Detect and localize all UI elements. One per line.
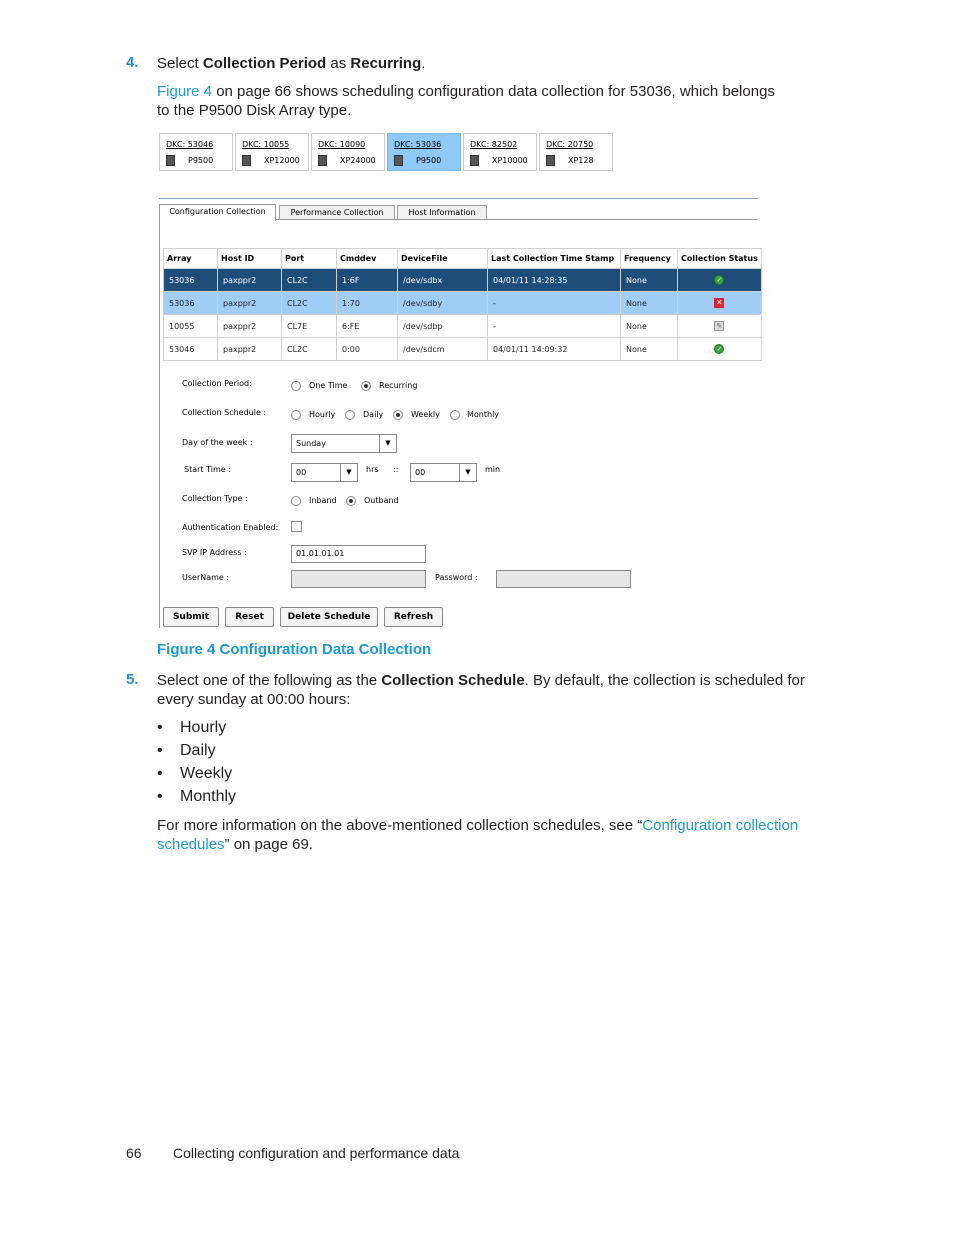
dkc-title: DKC: 53036 (394, 140, 442, 149)
collection-table (163, 248, 762, 361)
daily-radio[interactable] (345, 410, 355, 420)
list-item-label: Hourly (180, 719, 227, 736)
weekly-radio[interactable] (393, 410, 403, 420)
cell: paxppr2 (218, 292, 282, 315)
cell: 04/01/11 14:28:35 (488, 269, 621, 292)
collection-type-label: Collection Type : (182, 494, 248, 503)
cell: None (621, 269, 678, 292)
day-of-week-select[interactable] (291, 434, 397, 453)
text: . By default, the collection is scheduled for (524, 672, 805, 689)
text: as (326, 55, 351, 72)
collection-period-label: Collection Period: (182, 379, 252, 388)
column-header[interactable]: Array (164, 249, 218, 269)
hrs-label: hrs (366, 465, 379, 474)
cell: paxppr2 (218, 315, 282, 338)
dkc-model: XP12000 (264, 156, 300, 165)
hours-value: 00 (296, 468, 307, 477)
chevron-down-icon: ▼ (459, 464, 476, 481)
column-header[interactable]: Last Collection Time Stamp (488, 249, 621, 269)
collection-schedule-label: Collection Schedule : (182, 408, 267, 417)
delete-schedule-button[interactable]: Delete Schedule (280, 607, 378, 627)
text: every sunday at 00:00 hours: (157, 691, 351, 708)
minutes-value: 00 (415, 468, 426, 477)
cell: 53046 (164, 338, 218, 361)
column-header[interactable]: Frequency (621, 249, 678, 269)
dkc-title: DKC: 82502 (470, 140, 518, 149)
cell: 53036 (164, 292, 218, 315)
one-time-radio[interactable] (291, 381, 301, 391)
recurring-label: Recurring (379, 381, 418, 390)
password-label: Password : (435, 573, 478, 582)
day-of-week-label: Day of the week : (182, 438, 253, 447)
status-cell (678, 269, 762, 292)
bold-text: Recurring (350, 55, 422, 72)
cell: None (621, 315, 678, 338)
step4-text (157, 54, 425, 73)
column-header[interactable]: Host ID (218, 249, 282, 269)
hourly-label: Hourly (309, 410, 336, 419)
chevron-down-icon: ▼ (379, 435, 396, 452)
list-item: • Daily (157, 742, 216, 759)
text: ” on page 69. (224, 836, 313, 853)
username-input[interactable] (291, 570, 426, 588)
dkc-card[interactable] (539, 133, 613, 171)
disk-array-icon (242, 155, 251, 166)
dkc-model: P9500 (188, 156, 214, 165)
authentication-checkbox[interactable] (291, 521, 302, 532)
svp-ip-input[interactable]: 01.01.01.01 (291, 545, 426, 563)
dkc-model: XP10000 (492, 156, 528, 165)
status-cell (678, 292, 762, 315)
cell: CL2C (282, 269, 337, 292)
list-item: • Weekly (157, 765, 233, 782)
dkc-card[interactable] (235, 133, 309, 171)
daily-label: Daily (363, 410, 384, 419)
table-row[interactable] (164, 269, 762, 292)
list-item: • Hourly (157, 719, 227, 736)
hours-select[interactable] (291, 463, 358, 482)
cell: 1:6F (337, 269, 398, 292)
cell: /dev/sdby (398, 292, 488, 315)
ok-icon: ✓ (714, 344, 724, 354)
text: on page 66 shows scheduling configuration data collection for 53036, which belongs (212, 83, 775, 100)
column-header[interactable]: DeviceFile (398, 249, 488, 269)
schedule-list (157, 716, 236, 808)
inband-radio[interactable] (291, 496, 301, 506)
text: to the P9500 Disk Array type. (157, 102, 352, 119)
outband-radio[interactable] (346, 496, 356, 506)
text: . (421, 55, 426, 72)
dkc-card-selected[interactable] (387, 133, 461, 171)
text: Select one of the following as the (157, 672, 382, 689)
username-label: UserName : (182, 573, 230, 582)
dkc-model: XP24000 (340, 156, 376, 165)
tab-performance-collection[interactable]: Performance Collection (279, 205, 395, 220)
step5-text (157, 671, 817, 709)
bold-text: Collection Period (202, 55, 327, 72)
cell: paxppr2 (218, 338, 282, 361)
column-header[interactable]: Port (282, 249, 337, 269)
disk-array-icon (166, 155, 175, 166)
cell: 6:FE (337, 315, 398, 338)
list-item-label: Daily (180, 742, 216, 759)
list-item-label: Monthly (180, 788, 237, 805)
cell: CL2C (282, 292, 337, 315)
table-row[interactable] (164, 292, 762, 315)
cell: /dev/sdcm (398, 338, 488, 361)
list-item-label: Weekly (180, 765, 233, 782)
monthly-label: Monthly (467, 410, 500, 419)
dkc-card[interactable] (311, 133, 385, 171)
table-row[interactable] (164, 338, 762, 361)
column-header[interactable]: Collection Status (678, 249, 762, 269)
minutes-select[interactable] (410, 463, 477, 482)
cell: /dev/sdbx (398, 269, 488, 292)
figure-link[interactable]: Figure 4 (157, 83, 213, 100)
cell: /dev/sdbp (398, 315, 488, 338)
disk-array-icon (470, 155, 479, 166)
time-separator: :: (393, 465, 399, 474)
ok-icon: ✓ (714, 275, 724, 285)
dkc-card[interactable] (463, 133, 537, 171)
cell: 04/01/11 14:09:32 (488, 338, 621, 361)
disk-array-icon (394, 155, 403, 166)
cell: None (621, 338, 678, 361)
cell: 0:00 (337, 338, 398, 361)
dkc-title: DKC: 10090 (318, 140, 366, 149)
dkc-model: XP128 (568, 156, 594, 165)
panel-left-border (159, 219, 160, 628)
one-time-label: One Time (309, 381, 348, 390)
cell: CL7E (282, 315, 337, 338)
text: For more information on the above-mentioned collection schedules, see “ (157, 817, 643, 834)
status-cell (678, 315, 762, 338)
cell: 10055 (164, 315, 218, 338)
status-cell (678, 338, 762, 361)
column-header[interactable]: Cmddev (337, 249, 398, 269)
tab-configuration-collection[interactable]: Configuration Collection (159, 204, 276, 221)
weekly-label: Weekly (411, 410, 440, 419)
refresh-button[interactable]: Refresh (384, 607, 443, 627)
cell: 1:70 (337, 292, 398, 315)
svp-ip-label: SVP IP Address : (182, 548, 247, 557)
page-number: 66 (126, 1145, 142, 1161)
bold-text: Collection Schedule (381, 672, 525, 689)
config-schedules-link-cont[interactable]: schedules (157, 836, 225, 853)
reset-button[interactable]: Reset (225, 607, 274, 627)
tab-host-information[interactable]: Host Information (397, 205, 487, 220)
cell: - (488, 292, 621, 315)
inband-label: Inband (309, 496, 337, 505)
config-schedules-link[interactable]: Configuration collection (642, 817, 799, 834)
edit-icon: ✎ (714, 321, 724, 331)
table-header-row (164, 249, 762, 269)
dkc-title: DKC: 20750 (546, 140, 594, 149)
cell: 53036 (164, 269, 218, 292)
table-row[interactable] (164, 315, 762, 338)
submit-button[interactable]: Submit (163, 607, 219, 627)
authentication-label: Authentication Enabled: (182, 523, 279, 532)
dkc-card[interactable] (159, 133, 233, 171)
step4-paragraph (157, 82, 817, 120)
dkc-title: DKC: 10055 (242, 140, 290, 149)
dkc-model: P9500 (416, 156, 442, 165)
figure-caption: Figure 4 Configuration Data Collection (157, 641, 432, 658)
cell: CL2C (282, 338, 337, 361)
start-time-label: Start Time : (184, 465, 231, 474)
password-input[interactable] (496, 570, 631, 588)
panel-top-border (159, 198, 758, 199)
day-of-week-value: Sunday (296, 439, 326, 448)
step-number: 4. (126, 54, 139, 71)
disk-array-icon (318, 155, 327, 166)
chevron-down-icon: ▼ (340, 464, 357, 481)
more-info-paragraph (157, 816, 837, 854)
list-item: • Monthly (157, 788, 237, 805)
disk-array-icon (546, 155, 555, 166)
min-label: min (485, 465, 501, 474)
step-number: 5. (126, 671, 139, 688)
error-icon: ✕ (716, 298, 723, 307)
cell: paxppr2 (218, 269, 282, 292)
dkc-title: DKC: 53046 (166, 140, 214, 149)
cell: - (488, 315, 621, 338)
footer-title: Collecting configuration and performance data (173, 1145, 460, 1161)
monthly-radio[interactable] (450, 410, 460, 420)
outband-label: Outband (364, 496, 399, 505)
hourly-radio[interactable] (291, 410, 301, 420)
cell: None (621, 292, 678, 315)
recurring-radio[interactable] (361, 381, 371, 391)
text: Select (157, 55, 203, 72)
